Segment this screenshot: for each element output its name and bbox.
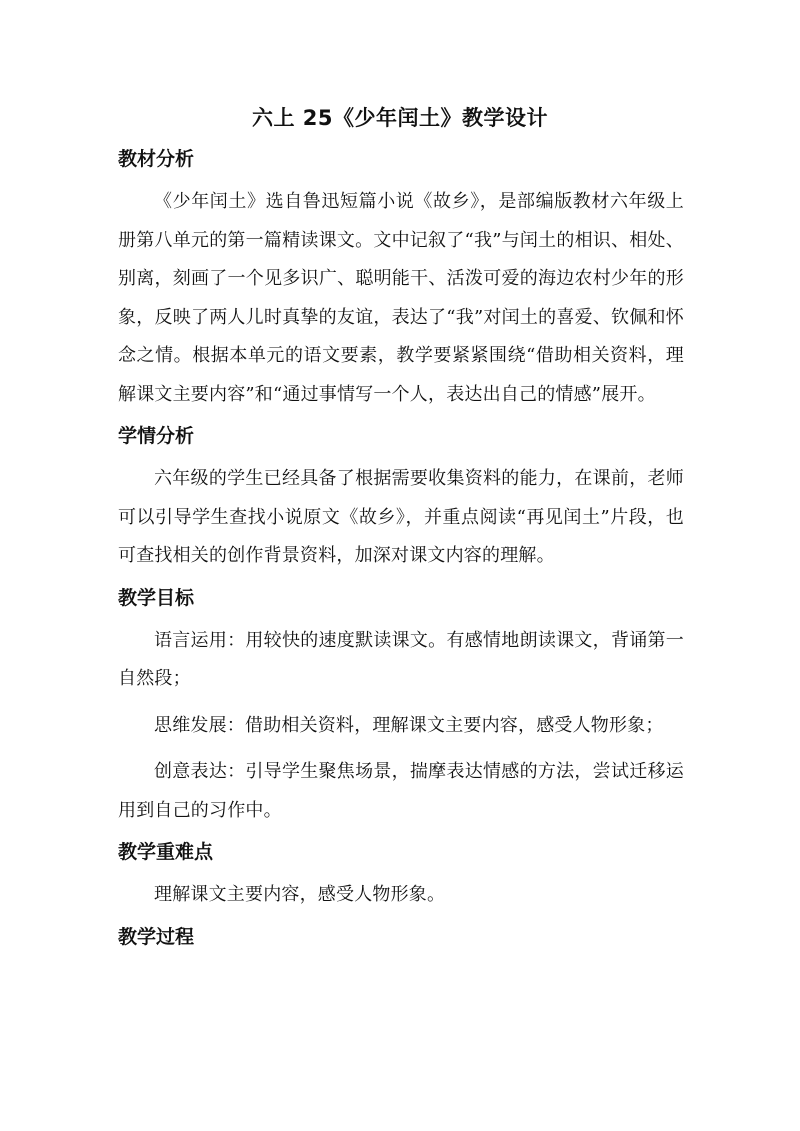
document-body: [118, 145, 684, 961]
paragraph: 理解课文主要内容，感受人物形象。: [154, 884, 446, 905]
section-teaching-goals: [118, 584, 684, 831]
section-heading: 学情分析: [118, 425, 195, 447]
section-heading: 教学重难点: [118, 841, 214, 863]
section-key-difficulties: [118, 838, 684, 915]
paragraph: 《少年闰土》选自鲁迅短篇小说《故乡》，是部编版教材六年级上册第八单元的第一篇精读课文。文中记叙了“我”与闰土的相识、相处、别离，刻画了一个见多识广、聪明能干、活泼可爱的海边农村少年的形象，反映了两人儿时真挚的友谊，表达了“我”对闰土的喜爱、钦佩和怀念之情。根据本单元的语文要素，教学要紧紧围绕“借助相关资料，理解课文主要内容”和“通过事情写一个人，表达出自己的情感”展开。: [118, 191, 684, 405]
paragraph: 思维发展：借助相关资料，理解课文主要内容，感受人物形象；: [154, 714, 664, 736]
section-heading: 教学过程: [118, 925, 195, 948]
section-teaching-process: [118, 923, 684, 951]
paragraph: 六年级的学生已经具备了根据需要收集资料的能力，在课前，老师可以引导学生查找小说原文《故乡》，并重点阅读“再见闰土”片段，也可查找相关的创作背景资料，加深对课文内容的理解。: [118, 468, 684, 566]
document-title: 六上 25《少年闰土》教学设计: [251, 106, 549, 130]
paragraph: 创意表达：引导学生聚焦场景，揣摩表达情感的方法，尝试迁移运用到自己的习作中。: [118, 761, 684, 821]
section-heading: 教学目标: [118, 586, 195, 609]
section-heading: 教材分析: [118, 148, 195, 170]
paragraph: 语言运用：用较快的速度默读课文。有感情地朗读课文，背诵第一自然段；: [118, 629, 684, 689]
section-student-analysis: [118, 422, 684, 576]
section-textbook-analysis: [118, 145, 684, 414]
